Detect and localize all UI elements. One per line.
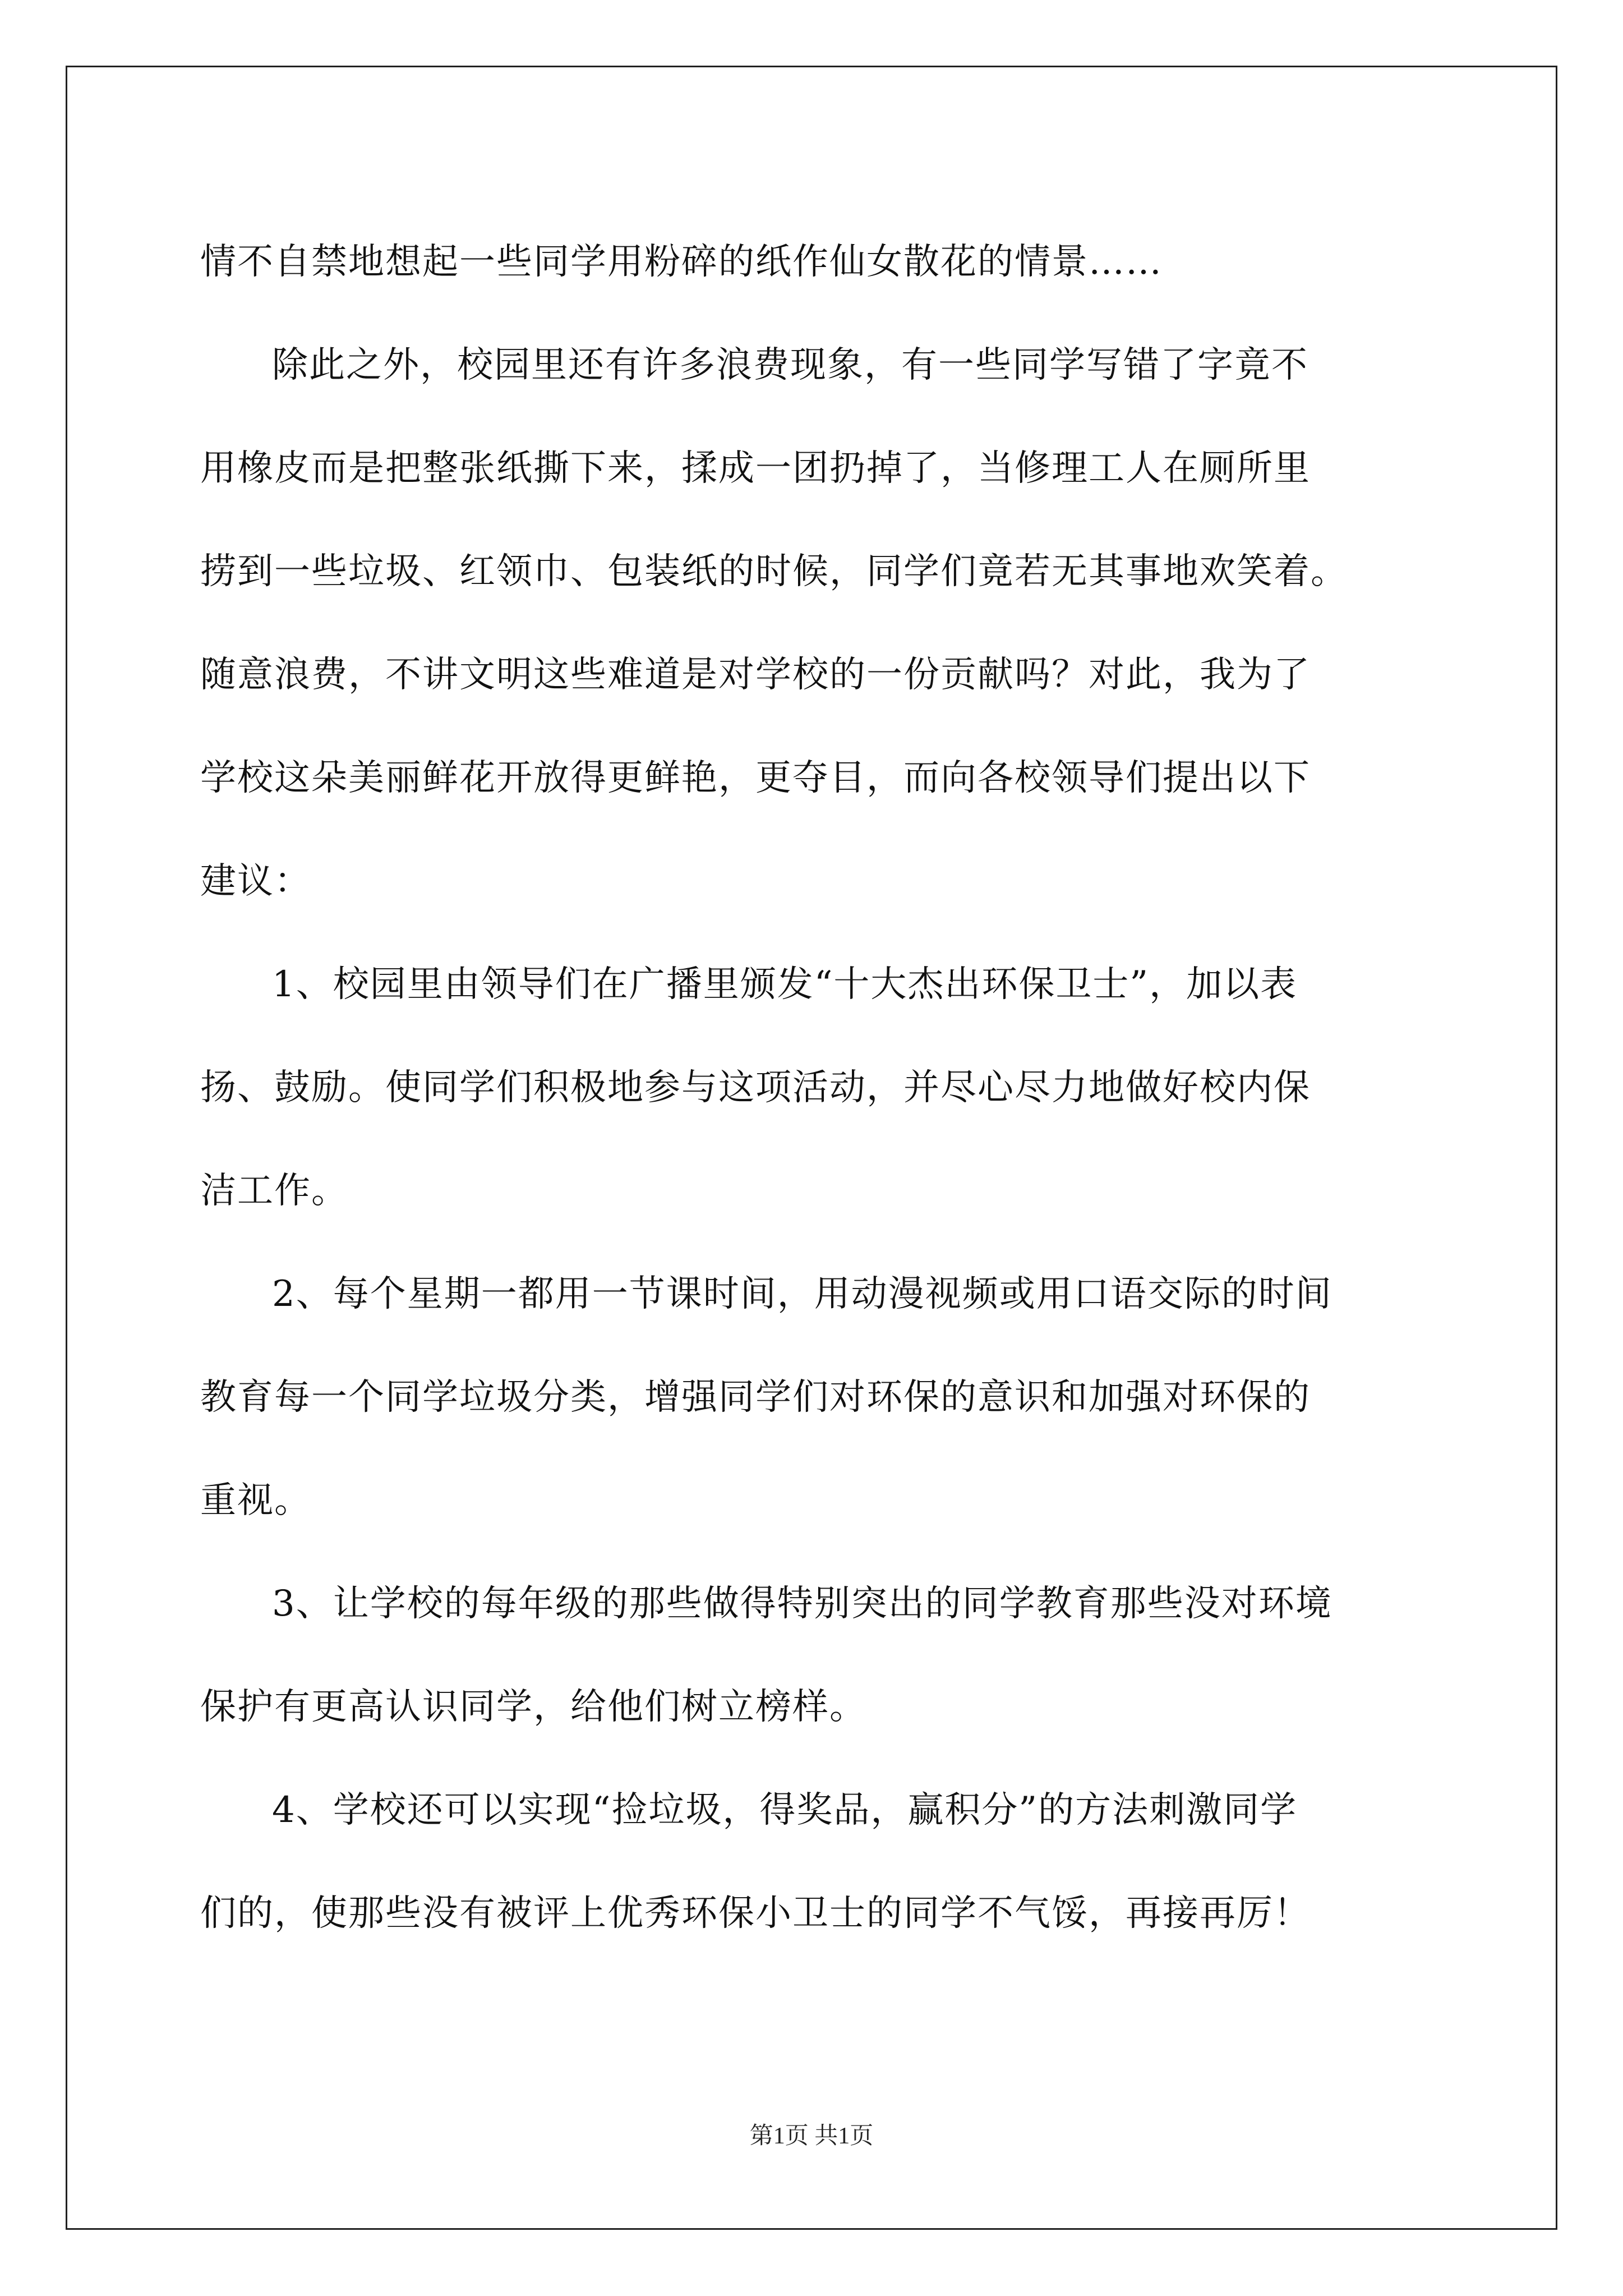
page-footer: 第1页 共1页 xyxy=(749,2123,874,2149)
text-line: 情不自禁地想起一些同学用粉碎的纸作仙女散花的情景…… xyxy=(200,241,1163,283)
text-line: 用橡皮而是把整张纸撕下来，揉成一团扔掉了，当修理工人在厕所里 xyxy=(200,448,1311,489)
text-line: 重视。 xyxy=(200,1480,311,1521)
text-line: 洁工作。 xyxy=(200,1170,348,1212)
text-line: 教育每一个同学垃圾分类，增强同学们对环保的意识和加强对环保的 xyxy=(200,1377,1311,1418)
text-line: 1、校园里由领导们在广播里颁发“十大杰出环保卫士”，加以表 xyxy=(272,964,1298,1005)
document-body xyxy=(200,210,1434,1965)
text-line: 保护有更高认识同学，给他们树立榜样。 xyxy=(200,1686,866,1728)
text-line: 随意浪费，不讲文明这些难道是对学校的一份贡献吗？对此，我为了 xyxy=(200,654,1311,696)
text-line: 扬、鼓励。使同学们积极地参与这项活动，并尽心尽力地做好校内保 xyxy=(200,1067,1311,1108)
text-line: 除此之外，校园里还有许多浪费现象，有一些同学写错了字竟不 xyxy=(272,344,1308,386)
text-line: 4、学校还可以实现“捡垃圾，得奖品，赢积分”的方法刺激同学 xyxy=(272,1789,1298,1831)
text-line: 建议： xyxy=(200,861,311,902)
text-line: 2、每个星期一都用一节课时间，用动漫视频或用口语交际的时间 xyxy=(272,1273,1332,1315)
text-line: 学校这朵美丽鲜花开放得更鲜艳，更夺目，而向各校领导们提出以下 xyxy=(200,757,1311,799)
text-line: 捞到一些垃圾、红领巾、包装纸的时候，同学们竟若无其事地欢笑着。 xyxy=(200,551,1348,592)
text-line: 们的，使那些没有被评上优秀环保小卫士的同学不气馁，再接再厉！ xyxy=(200,1893,1311,1934)
text-line: 3、让学校的每年级的那些做得特别突出的同学教育那些没对环境 xyxy=(272,1583,1332,1625)
